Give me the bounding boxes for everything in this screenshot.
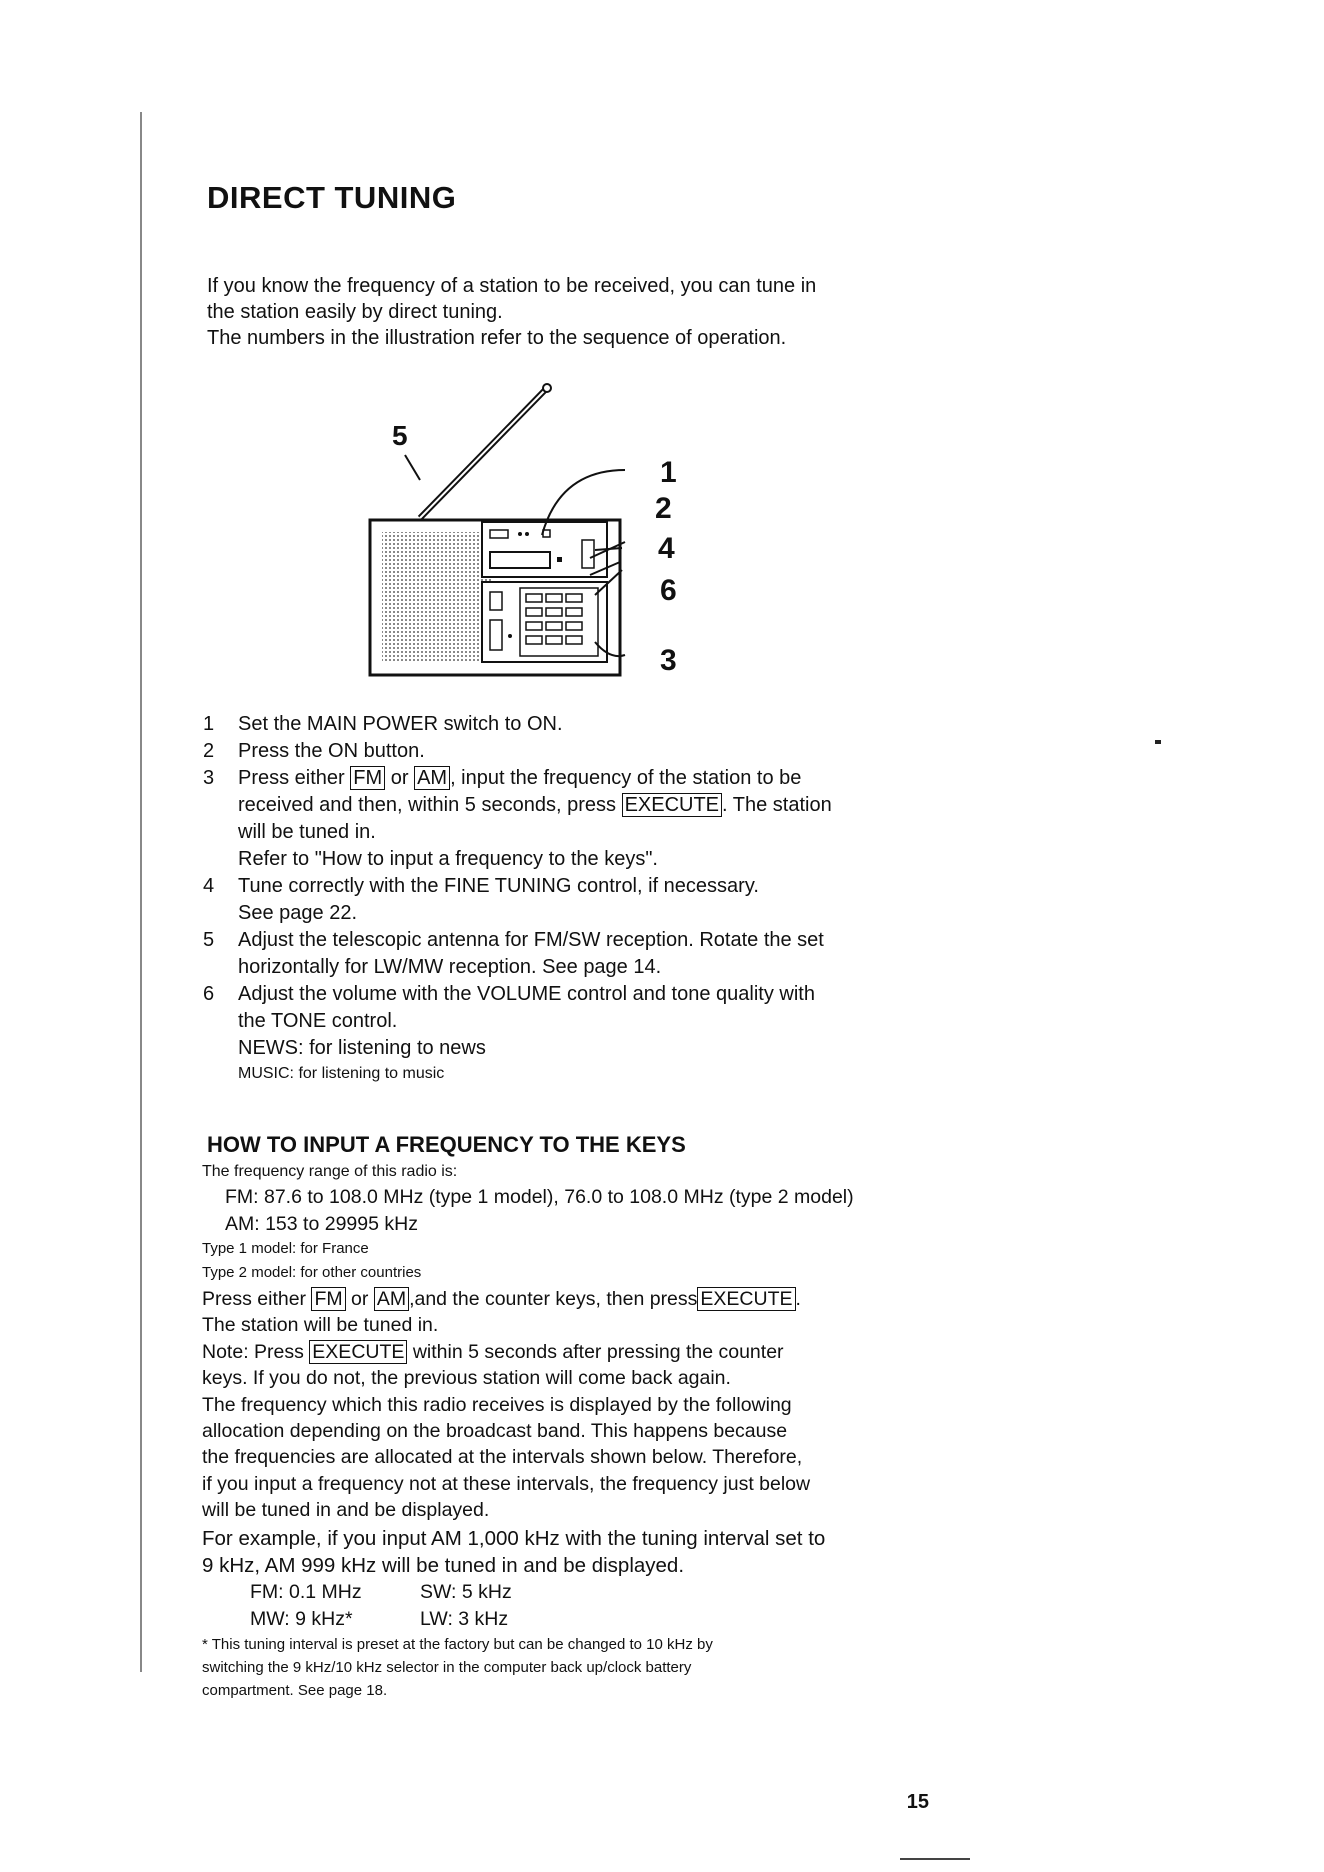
step-3-line-4: Refer to "How to input a frequency to the keys". (238, 848, 658, 870)
step-2-text: Press the ON button. (238, 740, 425, 762)
interval-lw: LW: 3 kHz (420, 1608, 509, 1630)
am-key-label-2: AM (374, 1287, 409, 1311)
step-3-text-b: or (385, 767, 415, 789)
press-text-b: or (345, 1288, 374, 1310)
execute-key-label-2: EXECUTE (697, 1287, 795, 1311)
step-3-text-a: Press either (238, 767, 351, 789)
step-6-line-3: NEWS: for listening to news (238, 1037, 486, 1059)
step-6-line-4: MUSIC: for listening to music (238, 1065, 445, 1082)
press-instruction (202, 1288, 801, 1311)
alloc-line-4: if you input a frequency not at these intervals, the frequency just below (202, 1473, 811, 1495)
alloc-line-5: will be tuned in and be displayed. (202, 1499, 490, 1521)
step-3-line-3: will be tuned in. (238, 821, 376, 843)
callout-1: 1 (660, 456, 677, 489)
step-3-text-e: . The station (722, 794, 832, 816)
radio-illustration (360, 370, 700, 690)
callout-3: 3 (660, 644, 677, 677)
step-4-number: 4 (203, 875, 215, 897)
note-line-1 (202, 1341, 784, 1364)
example-line-1: For example, if you input AM 1,000 kHz with the tuning interval set to (202, 1527, 826, 1550)
tuned-line: The station will be tuned in. (202, 1314, 439, 1336)
range-intro: The frequency range of this radio is: (202, 1163, 458, 1180)
lcd-window (490, 552, 550, 568)
page-title: DIRECT TUNING (207, 180, 457, 215)
alloc-line-1: The frequency which this radio receives is displayed by the following (202, 1394, 792, 1416)
note-line-2: keys. If you do not, the previous station will come back again. (202, 1367, 731, 1389)
callout-6: 6 (660, 574, 677, 607)
note-text-a: Note: Press (202, 1341, 310, 1363)
fm-key-label: FM (350, 766, 385, 790)
step-1-text: Set the MAIN POWER switch to ON. (238, 713, 563, 735)
scan-speck (1155, 740, 1161, 744)
step-5-number: 5 (203, 929, 215, 951)
type2-note: Type 2 model: for other countries (202, 1264, 422, 1281)
page-number: 15 (906, 1791, 929, 1813)
interval-mw: MW: 9 kHz* (250, 1608, 353, 1630)
intro-line-1: If you know the frequency of a station to be received, you can tune in (207, 275, 817, 297)
interval-fm: FM: 0.1 MHz (250, 1581, 362, 1603)
alloc-line-2: allocation depending on the broadcast band. This happens because (202, 1420, 788, 1442)
step-3-line-2 (238, 792, 832, 819)
step-3-line-1 (238, 765, 801, 792)
footnote-line-3: compartment. See page 18. (202, 1682, 388, 1699)
intro-line-3: The numbers in the illustration refer to the sequence of operation. (207, 327, 787, 349)
callout-5: 5 (392, 420, 408, 451)
step-3-text-c: , input the frequency of the station to be (450, 767, 802, 789)
step-4-line-1: Tune correctly with the FINE TUNING control, if necessary. (238, 875, 759, 897)
press-text-a: Press either (202, 1288, 312, 1310)
step-5-line-2: horizontally for LW/MW reception. See page 14. (238, 956, 662, 978)
type1-note: Type 1 model: for France (202, 1240, 369, 1257)
step-6-line-2: the TONE control. (238, 1010, 398, 1032)
scan-margin-line (140, 112, 142, 1672)
press-text-c: ,and the counter keys, then press (409, 1288, 698, 1310)
step-1-number: 1 (203, 713, 215, 735)
step-5-line-1: Adjust the telescopic antenna for FM/SW reception. Rotate the set (238, 929, 824, 951)
step-3-text-d: received and then, within 5 seconds, press (238, 794, 622, 816)
speaker-grille (382, 532, 492, 662)
section-heading: HOW TO INPUT A FREQUENCY TO THE KEYS (207, 1132, 686, 1157)
antenna-tip (543, 384, 551, 392)
callout-2: 2 (655, 492, 672, 525)
footnote-line-2: switching the 9 kHz/10 kHz selector in the computer back up/clock battery (202, 1659, 692, 1676)
fm-range: FM: 87.6 to 108.0 MHz (type 1 model), 76.0 to 108.0 MHz (type 2 model) (225, 1186, 854, 1208)
fm-key-label-2: FM (311, 1287, 345, 1311)
note-text-b: within 5 seconds after pressing the counter (407, 1341, 784, 1363)
callout-4: 4 (658, 532, 675, 565)
step-4-line-2: See page 22. (238, 902, 357, 924)
intro-line-2: the station easily by direct tuning. (207, 301, 503, 323)
step-6-number: 6 (203, 983, 215, 1005)
am-range: AM: 153 to 29995 kHz (225, 1213, 418, 1235)
execute-key-label: EXECUTE (622, 793, 722, 817)
interval-sw: SW: 5 kHz (420, 1581, 512, 1603)
alloc-line-3: the frequencies are allocated at the intervals shown below. Therefore, (202, 1446, 803, 1468)
footnote-line-1: * This tuning interval is preset at the factory but can be changed to 10 kHz by (202, 1636, 713, 1653)
scan-underline (900, 1858, 970, 1860)
am-key-label: AM (414, 766, 450, 790)
example-line-2: 9 kHz, AM 999 kHz will be tuned in and be displayed. (202, 1554, 685, 1577)
execute-key-label-3: EXECUTE (309, 1340, 407, 1364)
step-3-number: 3 (203, 767, 215, 789)
press-text-d: . (795, 1288, 801, 1310)
step-2-number: 2 (203, 740, 215, 762)
step-6-line-1: Adjust the volume with the VOLUME control and tone quality with (238, 983, 815, 1005)
